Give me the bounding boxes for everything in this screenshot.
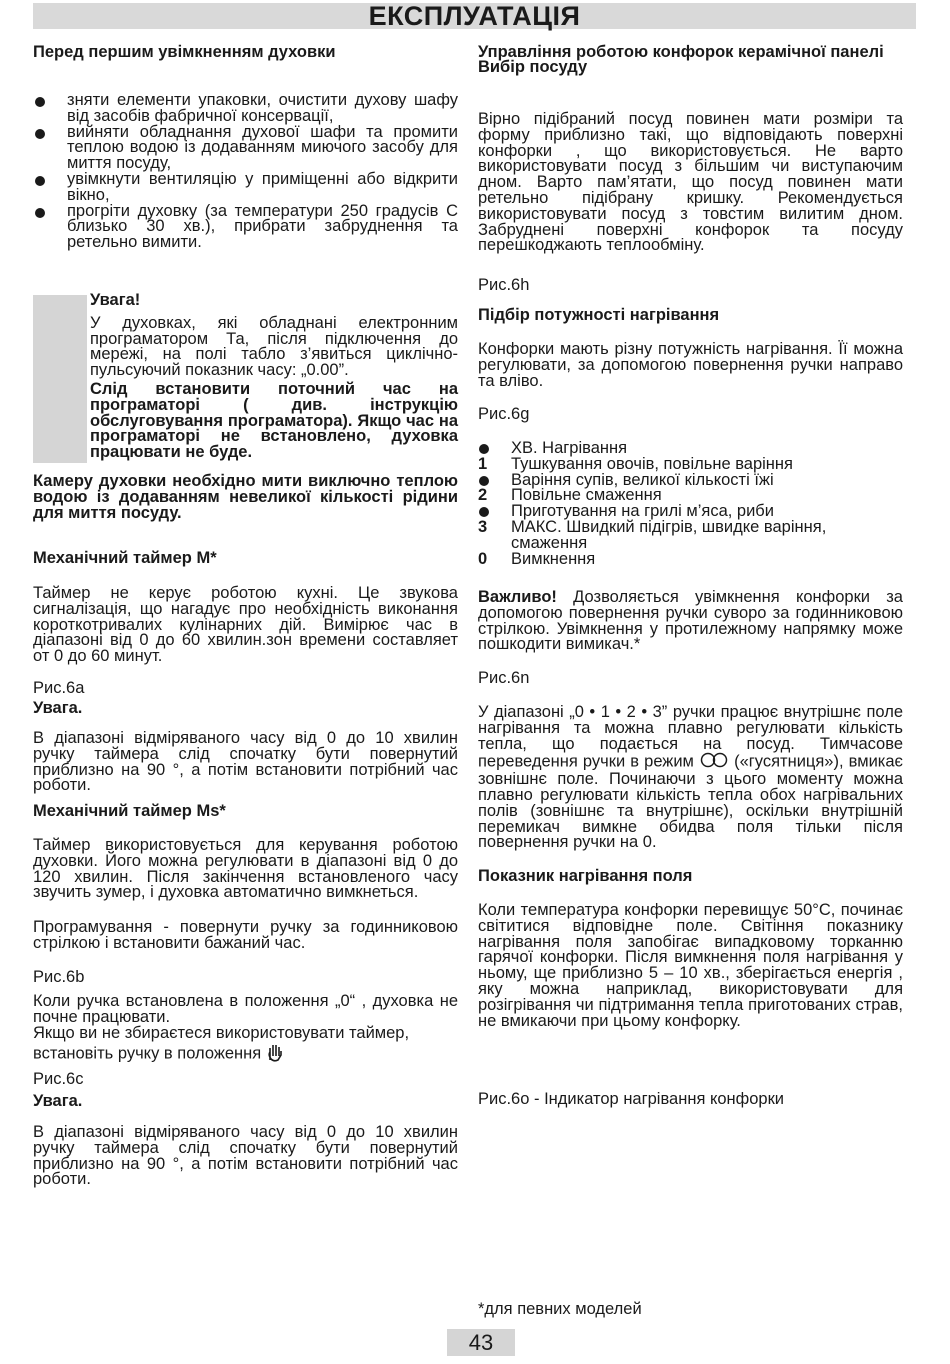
level-dot-icon — [479, 444, 489, 454]
fig-6a-label: Рис.6a — [33, 679, 85, 697]
level-dot-icon — [479, 507, 489, 517]
list-item: зняти елементи упаковки, очистити духову шафу від засобів фабричної консервації, — [33, 93, 458, 125]
list-item: Варіння супів, великої кількості їжі — [478, 473, 903, 489]
fig-6b-label: Рис.6b — [33, 968, 85, 986]
power-heading: Підбір потужності нагрівання — [478, 306, 720, 324]
list-item: вийняти обладнання духової шафи та промити теплою водою із додаванням миючого засобу для миття посуду, — [33, 125, 458, 172]
timer-ms-attention: Увага. — [33, 1092, 83, 1110]
timer-ms-heading: Механічний таймер Ms* — [33, 802, 226, 820]
timer-m-heading: Механічний таймер M* — [33, 549, 217, 567]
timer-ms-attention-text: В діапазоні відміряваного часу від 0 до 10 хвилин ручку таймера слід спочатку бути повернутий приблизно на 90 °, а потім встановити потрібний час роботи. — [33, 1123, 458, 1189]
list-item: Приготування на грилі м’яса, риби — [478, 504, 903, 520]
warning-box — [90, 293, 458, 461]
bullet-icon — [35, 208, 45, 218]
footnote: *для певних моделей — [478, 1300, 642, 1318]
dual-zone-text: У діапазоні „0 • 1 • 2 • 3” ручки працює внутрішнє поле нагрівання та можна плавно регулювати кількість тепла, що подається на посуд. Тимчасове переведення ручки в режим («гусятниця»), вмикає зовнішнє поле. Починаючи з цього моменту можна плавно регулювати кількість тепла обох нагрівальних полів (зовнішнє та внутрішнє), оскільки внутрішній перемикач вимкне обидва поля тільки після повернення ручки на 0. — [478, 703, 903, 852]
bullet-icon — [35, 97, 45, 107]
indicator-text: Коли температура конфорки перевищує 50°C, починає світитися відповідне поле. Світіння показнику нагрівання поля запобігає випадковому торканню гарячої конфорки. Після вимкнення поля нагрівання у ньому, ще приблизно 5 – 10 хв., зберігається енергія , яку можна наприклад, використовувати для розігрівання чи підтримання тепла приготованих страв, не вмикаючи при цьому конфорку. — [478, 901, 903, 1030]
list-item: ХВ. Нагрівання — [478, 441, 903, 457]
timer-ms-manual-note: Якщо ви не збираєтеся використовувати таймер, встановіть ручку в положення — [33, 1026, 458, 1066]
list-item: прогріти духовку (за температури 250 градусів С близько 30 хв.), прибрати забруднення та ретельно вимити. — [33, 204, 458, 251]
manual-hand-icon — [266, 1042, 284, 1066]
list-item: увімкнути вентиляцію у приміщенні або відкрити вікно, — [33, 172, 458, 204]
fig-6o-label: Рис.6o - Індикатор нагрівання конфорки — [478, 1090, 785, 1108]
warning-text: У духовках, які обладнані електронним програматором Та, після підключення до мережі, на полі табло з’явиться циклічно-пульсуючий показник часу: „0.00”. — [90, 313, 458, 380]
timer-ms-zero-note: Коли ручка встановлена в положення „0“ , духовка не почне працювати. — [33, 992, 458, 1026]
timer-ms-programming: Програмування - повернути ручку за годинниковою стрілкою і встановити бажаний час. — [33, 918, 458, 952]
power-levels-list — [478, 441, 903, 567]
timer-m-attention-text: В діапазоні відміряваного часу від 0 до 10 хвилин ручку таймера слід спочатку бути повернутий приблизно на 90 °, а потім встановити потрібний час роботи. — [33, 729, 458, 795]
page-header: ЕКСПЛУАТАЦІЯ — [33, 3, 916, 29]
first-use-heading: Перед першим увімкненням духовки — [33, 43, 336, 61]
warning-bold-text: Слід встановити поточний час на програматорі ( див. інструкцію обслуговування програматора). Якщо час на програматорі не встановлено, духовка працювати не буде. — [90, 379, 458, 462]
timer-m-attention: Увага. — [33, 699, 83, 717]
first-use-list — [33, 93, 458, 251]
wash-note: Камеру духовки необхідно мити виключно теплою водою із додаванням невеликої кількості рідини для миття посуду. — [33, 472, 458, 522]
warning-side-bar — [33, 295, 87, 463]
bullet-icon — [35, 129, 45, 139]
fig-6g-label: Рис.6g — [478, 405, 530, 423]
indicator-heading: Показник нагрівання поля — [478, 867, 693, 885]
page-number: 43 — [447, 1329, 515, 1356]
ceramic-heading: Управління роботою конфорок керамічної панелі Вибір посуду — [478, 43, 884, 76]
timer-ms-text: Таймер використовується для керування роботою духовки. Його можна регулювати в діапазоні від 0 до 120 хвилин. Після закінчення встановленого часу звучить зумер, і духовка автоматично вимкнеться. — [33, 836, 458, 902]
fig-6h-label: Рис.6h — [478, 276, 530, 294]
power-text: Конфорки мають різну потужність нагрівання. Її можна регулювати, за допомогою повернення ручки направо та вліво. — [478, 340, 903, 390]
list-item: 3 МАКС. Швидкий підігрів, швидке варіння, смаження — [478, 517, 827, 552]
list-item: 1 Тушкування овочів, повільне варіння — [478, 454, 793, 473]
list-item: 0 Вимкнення — [478, 549, 596, 568]
fig-6n-label: Рис.6n — [478, 669, 530, 687]
warning-title: Увага! — [90, 291, 141, 309]
level-dot-icon — [479, 476, 489, 486]
cookware-text: Вірно підібраний посуд повинен мати розміри та форму приблизно такі, що відповідають поверхні конфорки , що використовується. Не варто використовувати посуд з більшим чи виступаючим дном. Варто пам’ятати, що посуд повинен мати ретельно підібрану кришку. Рекомендується використовувати посуд з товстим вилитим дном. Забруднені поверхні конфорок та посуду перешкоджають теплообміну. — [478, 110, 903, 255]
bullet-icon — [35, 176, 45, 186]
timer-m-text: Таймер не керує роботою кухні. Це звукова сигналізація, що нагадує про необхідність виконання короткотривалих кулінарних дій. Вимірює час в діапазоні від 0 до 60 хвилин.зон времени составляет от 0 до 60 минут. — [33, 584, 458, 666]
fig-6c-label: Рис.6c — [33, 1070, 84, 1088]
list-item: 2 Повільне смаження — [478, 486, 662, 505]
important-note: Важливо! Дозволяється увімкнення конфорки за допомогою повернення ручки суворо за годинниковою стрілкою. Увімкнення у протилежному напрямку може пошкодити вимикач.* — [478, 588, 903, 654]
